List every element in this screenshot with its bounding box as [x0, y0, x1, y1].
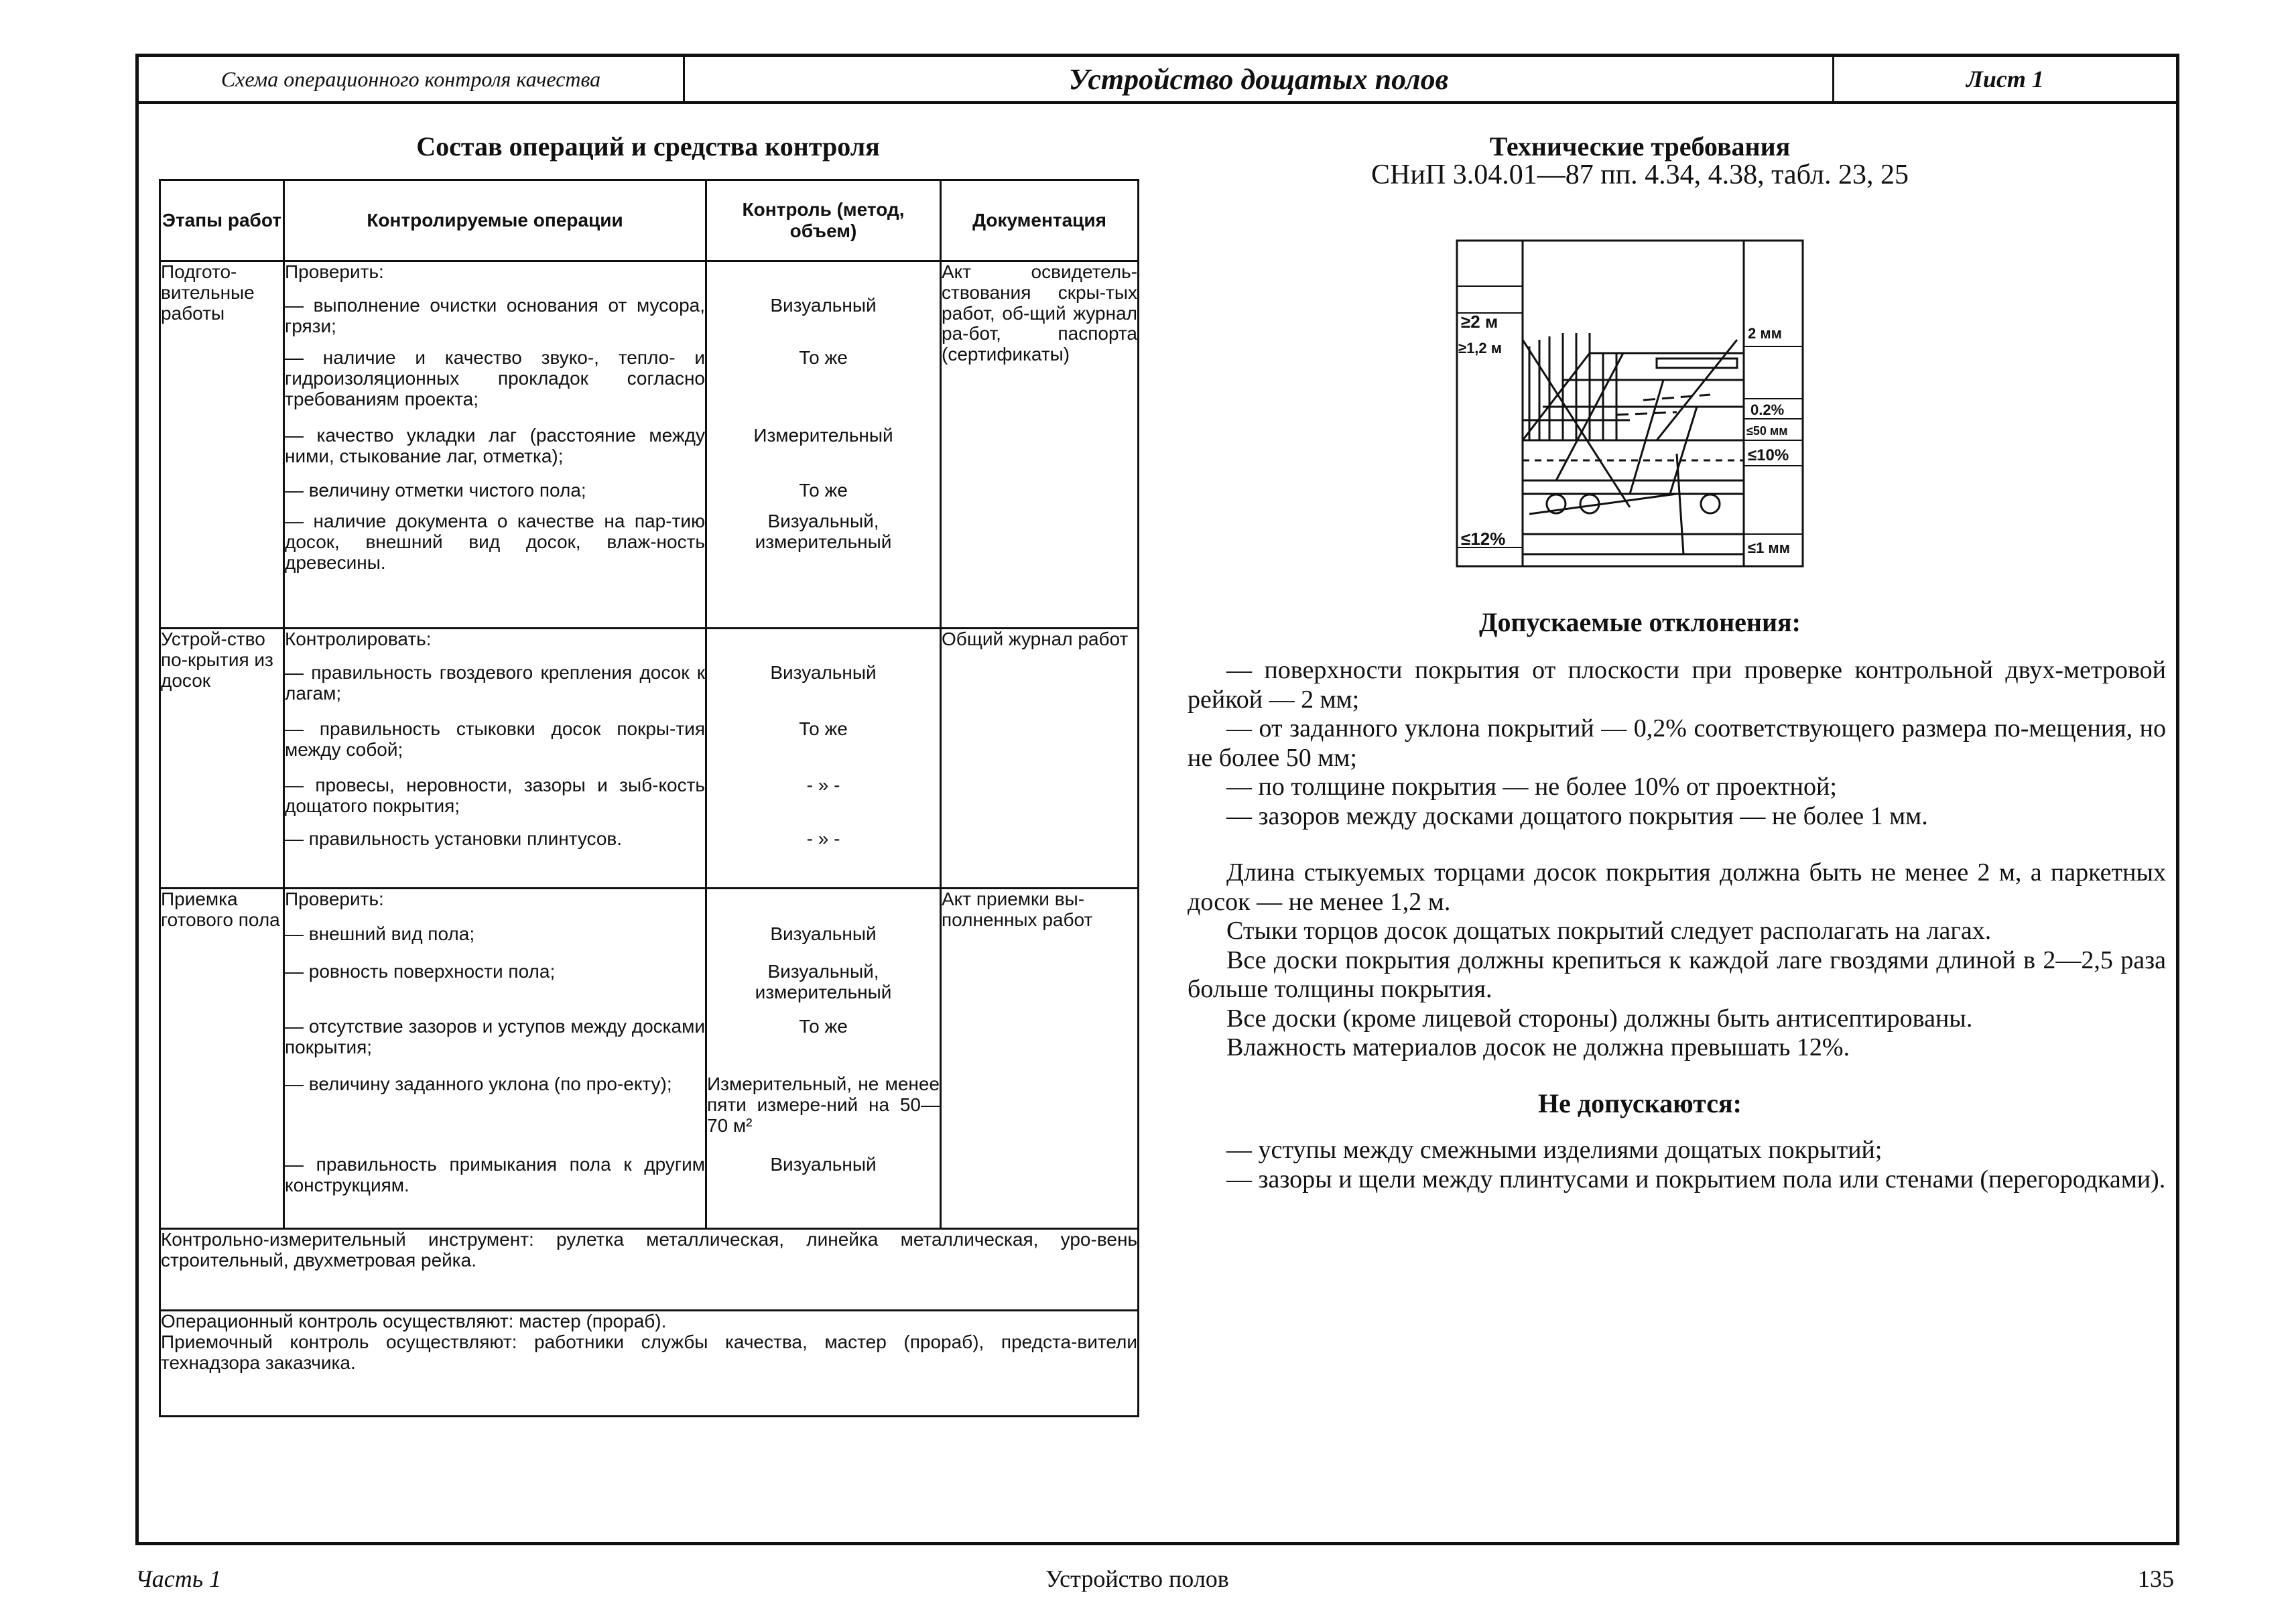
- footer-section: Устройство полов: [1045, 1565, 1229, 1592]
- control-method: Визуальный: [770, 1154, 877, 1175]
- fig-label-2mm: 2 мм: [1748, 325, 1782, 342]
- table-row: [160, 1311, 1139, 1417]
- requirement-paragraph: Все доски покрытия должны крепиться к каждой лаге гвоздями длиной в 2—2,5 раза больше толщины покрытия.: [1188, 946, 2166, 1003]
- operations-cell: [284, 889, 706, 1229]
- requirement-paragraph: Стыки торцов досок дощатых покрытий следует располагать на лагах.: [1226, 917, 1992, 945]
- fig-label-2m: ≥2 м: [1461, 312, 1498, 332]
- fig-label-10pct: ≤10%: [1748, 446, 1789, 464]
- col-header: Контроль (метод, объем): [706, 180, 941, 261]
- control-method: Визуальный: [770, 923, 877, 944]
- requirement-paragraph: Все доски (кроме лицевой стороны) должны быть антисептированы.: [1226, 1004, 1973, 1033]
- operations-title: Состав операций и средства контроля: [416, 131, 880, 161]
- operation-item: — правильность примыкания пола к другим конструкциям.: [285, 1154, 705, 1195]
- documentation-cell: Акт освидетель-ствования скры-тых работ, об-щий журнал ра-бот, паспорта (сертификаты): [941, 261, 1139, 629]
- deviation-item: — от заданного уклона покрытий — 0,2% соответствующего размера по-мещения, но не более 50 мм;: [1188, 714, 2166, 772]
- not-allowed-item: — зазоры и щели между плинтусами и покрытием пола или стенами (перегородками).: [1226, 1165, 2166, 1193]
- control-method: - » -: [806, 828, 840, 849]
- table-row: [160, 889, 1139, 1229]
- sheet-label: Лист 1: [1966, 66, 2044, 92]
- documentation-cell: Акт приемки вы-полненных работ: [941, 889, 1139, 1229]
- control-method: Измерительный, не менее пяти измере-ний на 50—70 м²: [707, 1074, 940, 1136]
- control-method: То же: [799, 480, 848, 501]
- control-method: Визуальный, измерительный: [755, 961, 892, 1002]
- operation-item: — провесы, неровности, зазоры и зыб-кость дощатого покрытия;: [285, 775, 705, 816]
- section-intro: Проверить:: [285, 889, 384, 909]
- instruments-note: Контрольно-измерительный инструмент: рулетка металлическая, линейка металлическая, уро-вень строительный, двухметровая рейка.: [160, 1229, 1139, 1311]
- control-method: Визуальный: [770, 662, 877, 683]
- not-allowed-title: Не допускаются:: [1537, 1088, 1742, 1118]
- operations-cell: [284, 261, 706, 629]
- control-cell: [706, 261, 941, 629]
- acceptance-control: Приемочный контроль осуществляют: работники службы качества, мастер (прораб), предста-вители технадзора заказчика.: [161, 1331, 1137, 1373]
- not-allowed-list: [1188, 1136, 2166, 1194]
- operation-item: — наличие документа о качестве на пар-тию досок, внешний вид досок, влаж-ность древесины.: [285, 511, 705, 573]
- fig-label-0-2pct: 0.2%: [1750, 401, 1785, 418]
- col-header: Документация: [941, 180, 1139, 261]
- section-intro: Контролировать:: [285, 629, 432, 649]
- operations-cell: [284, 629, 706, 889]
- section-intro: Проверить:: [285, 261, 384, 282]
- fig-label-12pct: ≤12%: [1461, 529, 1506, 549]
- control-method: - » -: [806, 775, 840, 795]
- fig-label-1mm: ≤1 мм: [1748, 539, 1790, 556]
- page-frame: [135, 54, 2179, 1545]
- operation-item: — ровность поверхности пола;: [285, 961, 556, 982]
- footer-part: Часть 1: [135, 1565, 222, 1592]
- operation-item: — внешний вид пола;: [285, 923, 475, 944]
- deviation-item: — поверхности покрытия от плоскости при проверке контрольной двух-метровой рейкой — 2 мм;: [1188, 656, 2166, 714]
- control-method: Визуальный, измерительный: [755, 511, 892, 552]
- deviations-list: [1188, 656, 2166, 831]
- header-bar: [139, 57, 2176, 104]
- operation-item: — величину отметки чистого пола;: [285, 480, 586, 501]
- table-row: [160, 1229, 1139, 1311]
- requirement-paragraph: Влажность материалов досок не должна превышать 12%.: [1226, 1033, 1850, 1061]
- operational-control: Операционный контроль осуществляют: мастер (прораб).: [161, 1311, 667, 1332]
- control-cell: [706, 629, 941, 889]
- deviation-item: — по толщине покрытия — не более 10% от проектной;: [1226, 773, 1837, 801]
- col-header: Контролируемые операции: [284, 180, 706, 261]
- table-header-row: [160, 180, 1139, 261]
- control-method: Измерительный: [753, 425, 893, 446]
- stage-cell: Устрой-ство по-крытия из досок: [160, 629, 284, 889]
- control-method: То же: [799, 1016, 848, 1037]
- operation-item: — правильность гвоздевого крепления досок к лагам;: [285, 662, 705, 704]
- page-number: 135: [2138, 1565, 2174, 1592]
- operations-table: [159, 179, 1139, 1417]
- scheme-label: Схема операционного контроля качества: [139, 57, 685, 101]
- requirement-paragraph: Длина стыкуемых торцами досок покрытия должна быть не менее 2 м, а паркетных досок — не менее 1,2 м.: [1188, 858, 2166, 916]
- operation-item: — правильность стыковки досок покры-тия между собой;: [285, 718, 705, 760]
- deviation-item: — зазоров между досками дощатого покрытия — не более 1 мм.: [1226, 801, 1928, 830]
- operation-item: — наличие и качество звуко-, тепло- и гидроизоляционных прокладок согласно требованиям проекта;: [285, 347, 705, 409]
- operation-item: — выполнение очистки основания от мусора, грязи;: [285, 295, 705, 336]
- tech-req-subtitle: СНиП 3.04.01—87 пп. 4.34, 4.38, табл. 23, 25: [1371, 159, 1909, 190]
- control-note: [160, 1311, 1139, 1417]
- operation-item: — правильность установки плинтусов.: [285, 828, 623, 849]
- col-header: Этапы работ: [160, 180, 284, 261]
- control-method: То же: [799, 347, 848, 368]
- control-cell: [706, 889, 941, 1229]
- page-title: Устройство дощатых полов: [685, 57, 1834, 101]
- stage-cell: Подгото-вительные работы: [160, 261, 284, 629]
- floor-diagram: [1456, 239, 1804, 568]
- control-method: То же: [799, 718, 848, 739]
- operation-item: — отсутствие зазоров и уступов между досками покрытия;: [285, 1016, 705, 1057]
- fig-label-1-2m: ≥1,2 м: [1458, 340, 1503, 356]
- deviations-title: Допускаемые отклонения:: [1479, 607, 1801, 637]
- documentation-cell: Общий журнал работ: [941, 629, 1139, 889]
- tech-req-title: Технические требования: [1489, 131, 1791, 161]
- not-allowed-item: — уступы между смежными изделиями дощатых покрытий;: [1226, 1136, 1883, 1164]
- control-method: Визуальный: [770, 295, 877, 316]
- fig-label-50mm: ≤50 мм: [1746, 424, 1788, 438]
- operation-item: — величину заданного уклона (по про-екту);: [285, 1074, 672, 1094]
- operation-item: — качество укладки лаг (расстояние между ними, стыкование лаг, отметка);: [285, 425, 705, 466]
- stage-cell: Приемка готового пола: [160, 889, 284, 1229]
- table-row: [160, 629, 1139, 889]
- requirements-text: [1188, 858, 2166, 1063]
- table-row: [160, 261, 1139, 629]
